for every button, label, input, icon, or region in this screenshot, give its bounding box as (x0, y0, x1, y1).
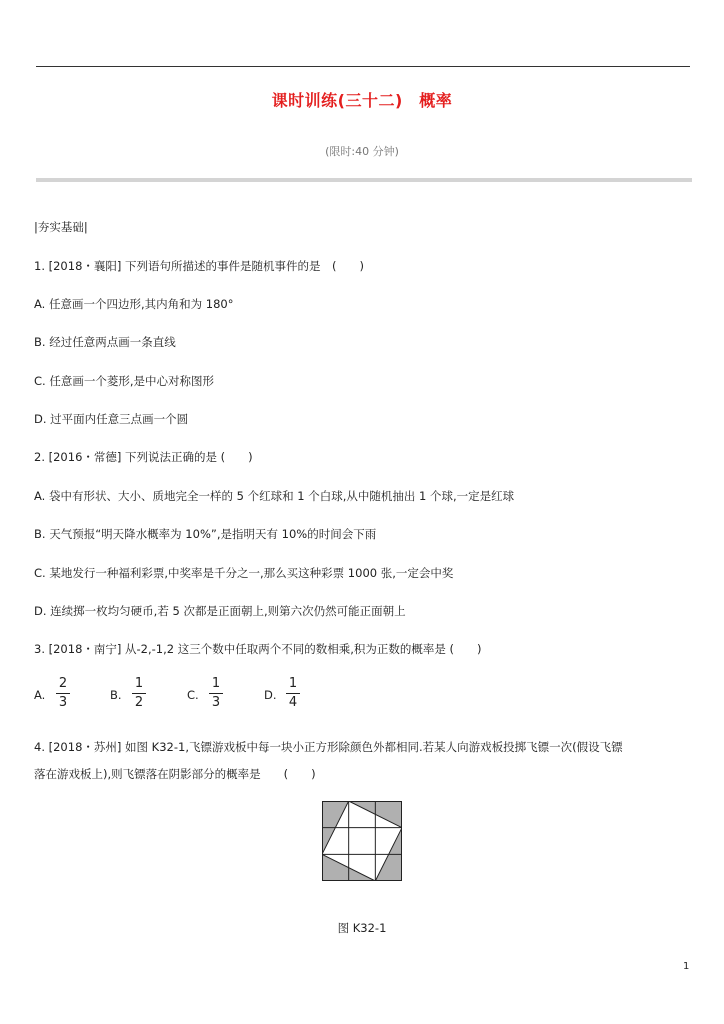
question-1-option-c: C. 任意画一个菱形,是中心对称图形 (34, 374, 214, 388)
question-2-option-d: D. 连续掷一枚均匀硬币,若 5 次都是正面朝上,则第六次仍然可能正面朝上 (34, 604, 406, 618)
fraction-numerator: 2 (58, 676, 68, 691)
question-1-option-d: D. 过平面内任意三点画一个圆 (34, 412, 189, 426)
fraction (209, 676, 223, 711)
fraction-denominator: 3 (211, 695, 221, 710)
question-2-option-b: B. 天气预报“明天降水概率为 10%”,是指明天有 10%的时间会下雨 (34, 527, 377, 541)
figure-caption: 图 K32-1 (337, 921, 387, 935)
page-title: 课时训练(三十二) 概率 (271, 91, 453, 110)
time-limit: (限时:40 分钟) (325, 145, 399, 158)
option-letter: D. (264, 688, 277, 702)
fraction-numerator: 1 (211, 676, 221, 691)
fraction (56, 676, 70, 711)
option-letter: B. (110, 688, 122, 702)
fraction-bar (286, 693, 300, 694)
question-2-option-a: A. 袋中有形状、大小、质地完全一样的 5 个红球和 1 个白球,从中随机抽出 1 个球,一定是红球 (34, 489, 515, 503)
fraction (132, 676, 146, 711)
fraction-bar (209, 693, 223, 694)
dart-board-figure (322, 801, 402, 885)
question-2-stem: 2. [2016・常德] 下列说法正确的是 ( ) (34, 450, 253, 464)
question-1-option-b: B. 经过任意两点画一条直线 (34, 335, 176, 349)
fraction-bar (56, 693, 70, 694)
option-letter: C. (187, 688, 199, 702)
question-3-stem: 3. [2018・南宁] 从-2,-1,2 这三个数中任取两个不同的数相乘,积为正数的概率是 ( ) (34, 642, 482, 656)
dart-board (322, 801, 402, 881)
fraction (286, 676, 300, 711)
question-1-stem: 1. [2018・襄阳] 下列语句所描述的事件是随机事件的是 ( ) (34, 259, 364, 273)
fraction-denominator: 3 (58, 695, 68, 710)
header-rule (36, 66, 690, 67)
question-2-option-c: C. 某地发行一种福利彩票,中奖率是千分之一,那么买这种彩票 1000 张,一定会中奖 (34, 566, 454, 580)
option-letter: A. (34, 688, 46, 702)
question-1-option-a: A. 任意画一个四边形,其内角和为 180° (34, 297, 234, 311)
header-divider (36, 178, 692, 182)
fraction-bar (132, 693, 146, 694)
fraction-numerator: 1 (134, 676, 144, 691)
section-label: |夯实基础| (34, 220, 88, 234)
question-4-stem-line-1: 4. [2018・苏州] 如图 K32-1,飞镖游戏板中每一块小正方形除颜色外都相同.若某人向游戏板投掷飞镖一次(假设飞镖 (34, 740, 623, 754)
fraction-denominator: 4 (288, 695, 298, 710)
page-number: 1 (683, 961, 690, 972)
fraction-numerator: 1 (288, 676, 298, 691)
fraction-denominator: 2 (134, 695, 144, 710)
question-3-options (34, 676, 354, 712)
question-4-stem-line-2: 落在游戏板上),则飞镖落在阴影部分的概率是 ( ) (34, 767, 316, 781)
